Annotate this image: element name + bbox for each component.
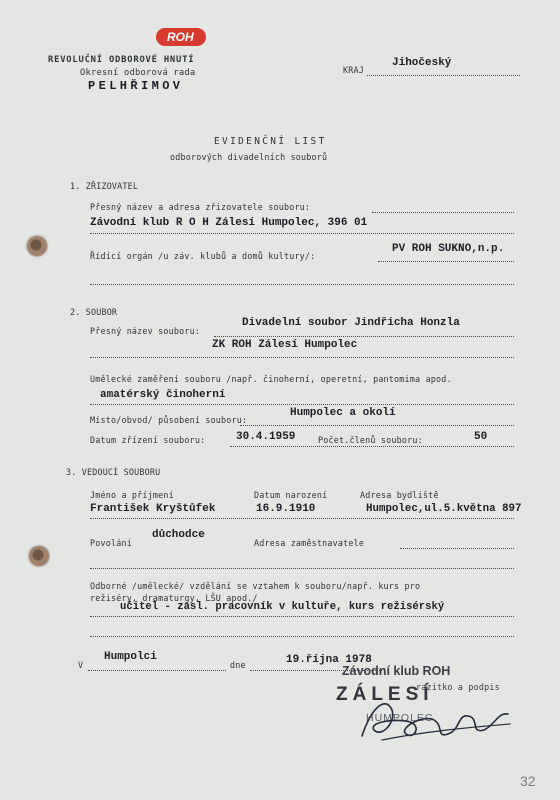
sec3-birth-value: 16.9.1910 xyxy=(256,503,316,515)
sec3-col-address: Adresa bydliště xyxy=(360,490,439,500)
sec1-organ-value: PV ROH SUKNO,n.p. xyxy=(392,243,505,255)
sec2-place-line xyxy=(240,425,514,426)
stamp-line3: HUMPOLEC xyxy=(366,712,434,724)
sec2-heading: 2. SOUBOR xyxy=(70,307,118,317)
sec2-founded-value: 30.4.1959 xyxy=(236,431,296,443)
sec1-name-line-a xyxy=(372,212,514,213)
sec3-edu-line-b xyxy=(90,636,514,637)
stamp-line2: ZÁLESÍ xyxy=(336,684,434,705)
sec1-organ-label: Řídící orgán /u záv. klubů a domů kultury/: xyxy=(90,251,316,261)
sec2-founded-line xyxy=(230,446,514,447)
stamp-line1: Závodní klub ROH xyxy=(342,664,451,678)
sec2-name-line-b xyxy=(90,357,514,358)
roh-logo: ROH xyxy=(150,24,208,48)
sec3-name-value: František Kryštůfek xyxy=(90,503,216,515)
sec2-name-value2: ZK ROH Zálesí Humpolec xyxy=(212,339,358,351)
sec1-extra-line xyxy=(90,284,514,285)
page-number: 32 xyxy=(520,773,536,789)
sec2-focus-value: amatérský činoherní xyxy=(100,389,226,401)
sec2-name-value1: Divadelní soubor Jindřicha Honzla xyxy=(242,317,460,329)
sec2-members-label: Počet.členů souboru: xyxy=(318,435,423,445)
sec2-name-label: Přesný název souboru: xyxy=(90,326,201,336)
org-line1: REVOLUČNÍ ODBOROVÉ HNUTÍ xyxy=(48,55,195,65)
kraj-value: Jihočeský xyxy=(392,57,452,69)
sec3-name-line xyxy=(90,518,514,519)
sec2-name-line-a xyxy=(214,336,514,337)
sec1-organ-line xyxy=(378,261,514,262)
punch-hole-bottom xyxy=(29,546,49,566)
sec3-edu-line-a xyxy=(90,616,514,617)
org-line2: Okresní odborová rada xyxy=(80,68,196,78)
title-main: EVIDENČNÍ LIST xyxy=(214,136,327,147)
sec3-edu-label2: režiséry, dramaturgy, LŠU apod./ xyxy=(90,593,258,603)
sec2-place-value: Humpolec a okolí xyxy=(290,407,396,419)
org-city: PELHŘIMOV xyxy=(88,79,184,93)
kraj-line xyxy=(367,75,520,76)
sec3-job-label: Povolání xyxy=(90,538,132,548)
sec3-heading: 3. VEDOUCÍ SOUBORU xyxy=(66,467,161,477)
footer-place-line xyxy=(88,670,226,671)
sec2-founded-label: Datum zřízení souboru: xyxy=(90,435,206,445)
sec3-employer-label: Adresa zaměstnavatele xyxy=(254,538,365,548)
sec3-col-name: Jméno a příjmení xyxy=(90,490,174,500)
sec1-name-value: Závodní klub R O H Zálesí Humpolec, 396 01 xyxy=(90,217,368,229)
sec1-name-label: Přesný název a adresa zřizovatele souboru: xyxy=(90,202,311,212)
footer-date-label: dne xyxy=(230,660,246,670)
sec3-col-birth: Datum narození xyxy=(254,490,328,500)
handwritten-signature xyxy=(352,688,522,746)
sec3-job-value: důchodce xyxy=(152,529,205,541)
footer-date-value: 19.října 1978 xyxy=(286,654,372,666)
sec3-extra-line xyxy=(90,568,514,569)
sec2-place-label: Místo/obvod/ působení souboru: xyxy=(90,415,248,425)
sec3-edu-label1: Odborné /umělecké/ vzdělání se vztahem k souboru/např. kurs pro xyxy=(90,581,421,591)
sec2-focus-line xyxy=(90,404,514,405)
sec3-employer-line xyxy=(400,548,514,549)
stamp-side-label: razítko a podpis xyxy=(416,682,500,692)
title-sub: odborových divadelních souborů xyxy=(170,152,328,162)
sec2-focus-label: Umělecké zaměření souboru /např. činoherní, operetní, pantomima apod. xyxy=(90,374,452,384)
footer-v-label: V xyxy=(78,660,84,670)
kraj-label: KRAJ xyxy=(343,65,364,75)
sec1-name-line-b xyxy=(90,233,514,234)
sec2-members-value: 50 xyxy=(474,431,488,443)
sec3-edu-value: učitel - zasl. pracovník v kultuře, kurs režisérský xyxy=(120,601,445,613)
sec3-address-value: Humpolec,ul.5.května 897 xyxy=(366,503,522,515)
footer-place-value: Humpolci xyxy=(104,651,157,663)
punch-hole-top xyxy=(27,236,47,256)
sec1-heading: 1. ZŘIZOVATEL xyxy=(70,181,139,191)
